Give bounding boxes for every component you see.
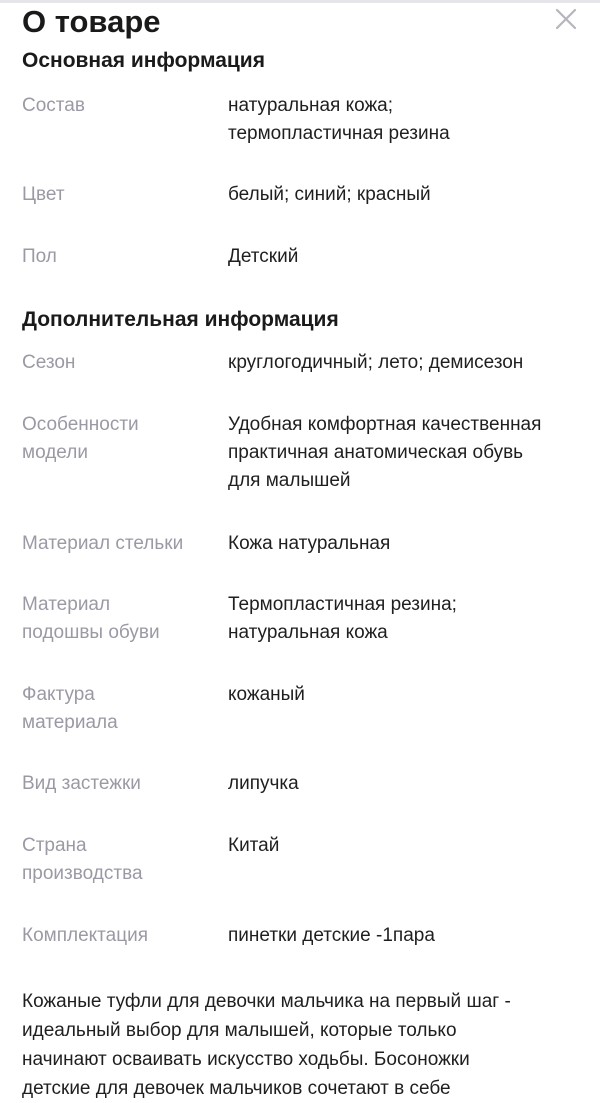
- spec-label: Фактура материала: [22, 684, 118, 733]
- spec-label: Вид застежки: [22, 773, 141, 794]
- page-title: О товаре: [22, 4, 161, 39]
- spec-value: Китай: [228, 835, 280, 856]
- spec-value: кожаный: [228, 684, 305, 705]
- spec-label: Состав: [22, 95, 85, 116]
- spec-value: белый; синий; красный: [228, 184, 431, 205]
- spec-label: Особенности модели: [22, 414, 139, 463]
- spec-label: Материал стельки: [22, 533, 184, 554]
- spec-value: пинетки детские -1пара: [228, 925, 435, 946]
- spec-label: Комплектация: [22, 925, 149, 946]
- spec-label: Материал подошвы обуви: [22, 594, 160, 643]
- spec-value: липучка: [228, 773, 299, 794]
- spec-value: натуральная кожа; термопластичная резина: [228, 95, 450, 144]
- spec-value: Детский: [228, 246, 299, 267]
- spec-label: Цвет: [22, 184, 65, 205]
- spec-value: Кожа натуральная: [228, 533, 391, 554]
- spec-label: Страна производства: [22, 835, 143, 884]
- spec-value: Удобная комфортная качественная практичная анатомическая обувь для малышей: [228, 414, 542, 491]
- section-title-extra-info: Дополнительная информация: [22, 308, 339, 331]
- product-description: Кожаные туфли для девочки мальчика на первый шаг - идеальный выбор для малышей, которые только начинают осваивать искусство ходьбы. Босоножки детские для девочек мальчиков сочетают в себе: [22, 991, 511, 1099]
- spec-label: Пол: [22, 246, 57, 267]
- section-title-main-info: Основная информация: [22, 49, 265, 72]
- spec-value: Термопластичная резина; натуральная кожа: [228, 594, 457, 643]
- spec-label: Сезон: [22, 352, 76, 373]
- close-button[interactable]: [552, 5, 580, 33]
- close-icon[interactable]: [552, 5, 580, 33]
- spec-value: круглогодичный; лето; демисезон: [228, 352, 524, 373]
